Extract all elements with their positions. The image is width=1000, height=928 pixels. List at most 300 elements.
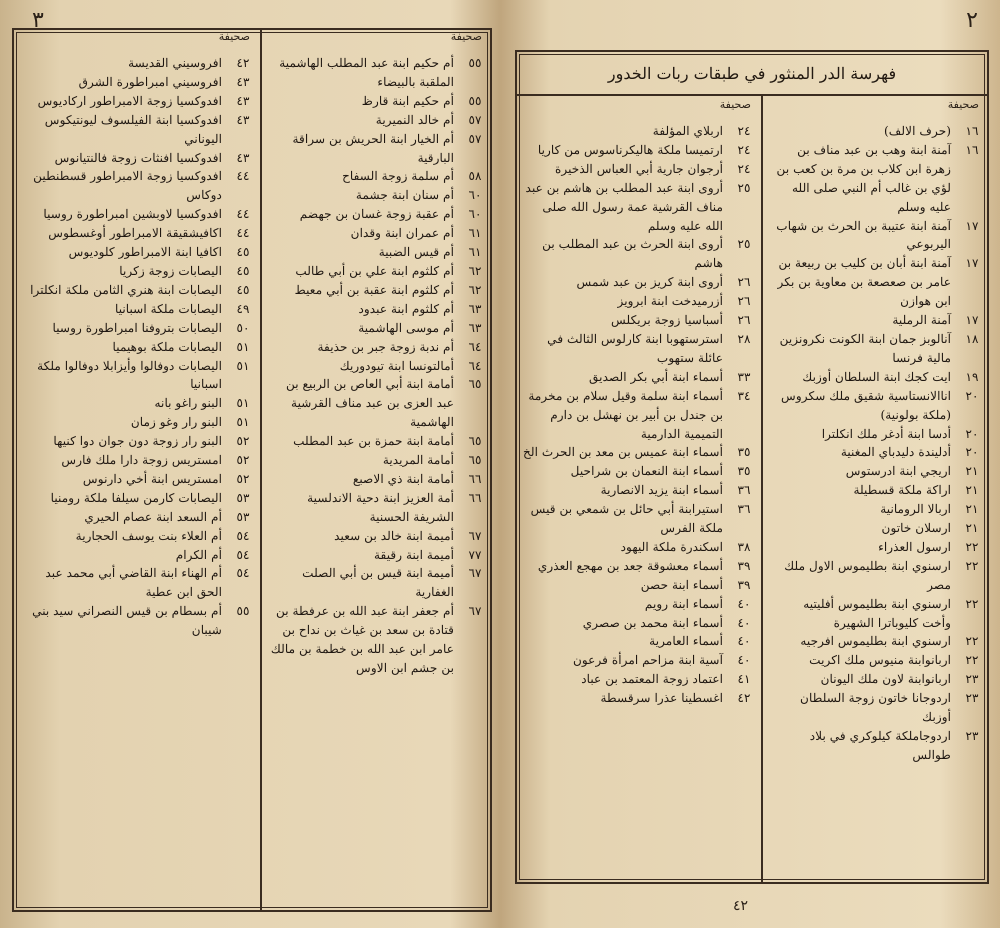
index-entry: [517, 311, 759, 330]
entry-name: اليصابات ملكة اسبانيا: [115, 301, 222, 316]
entry-name: أميمة ابنة رقيقة: [374, 547, 454, 562]
entry-page-number: ٥١: [236, 415, 250, 430]
entry-name: آنالوبز جمان ابنة الكونت نكرونزين مالية فرنسا: [779, 331, 951, 365]
entry-page-number: ٤٤: [236, 169, 250, 184]
index-entry: [517, 292, 759, 311]
entry-page-number: ٤٠: [737, 653, 751, 668]
index-entry: [14, 489, 258, 508]
entry-name: أسماء معشوقة جعد بن مهجع العذري: [537, 558, 723, 573]
page-number: ٢: [966, 8, 978, 33]
entry-name: أمامة ابنة أبي العاص بن الربيع بن عبد العزى بن عبد مناف القرشية الهاشمية: [285, 377, 454, 430]
index-entry: [767, 538, 987, 557]
entry-page-number: ٢٣: [965, 672, 979, 687]
entry-name: أم عقبة زوجة غسان بن جهضم: [299, 207, 454, 222]
entry-page-number: ٣٩: [737, 577, 751, 592]
column-heading: صحيفة: [719, 98, 751, 111]
entry-page-number: ٢١: [965, 483, 979, 498]
index-entry: [517, 462, 759, 481]
column-divider: [260, 30, 262, 910]
index-entry: [767, 217, 987, 255]
index-entry: [517, 179, 759, 236]
entry-page-number: ٤٤: [236, 226, 250, 241]
entry-name: اربانوابنة منيوس ملك اكريت: [809, 653, 951, 668]
entry-name: أم بسطام بن قيس النصراني سيد بني شيبان: [32, 604, 222, 638]
entry-name: افدوكسيا لاوبشين امبراطورة روسيا: [43, 207, 222, 222]
index-entry: [14, 451, 258, 470]
entry-name: آمنة ابنة وهب بن عبد مناف بن زهرة ابن كلاب بن مرة بن كعب بن لؤي بن غالب أم النبي صلى الله عليه وسلم: [776, 142, 951, 214]
index-entry: [517, 235, 759, 273]
entry-page-number: ١٦: [965, 124, 979, 138]
index-entry: [266, 470, 490, 489]
entry-page-number: ٦٧: [468, 604, 482, 619]
entry-page-number: ٢٠: [965, 426, 979, 441]
entry-page-number: ٣٣: [737, 369, 751, 384]
entry-page-number: ٦٧: [468, 566, 482, 581]
index-entry: [517, 670, 759, 689]
entry-name: اربلاي المؤلفة: [652, 124, 723, 138]
entry-page-number: ٤٥: [236, 263, 250, 278]
entry-name: اعتماد زوجة المعتمد بن عباد: [581, 672, 723, 687]
index-entry: [14, 205, 258, 224]
entry-page-number: ٢٠: [965, 445, 979, 460]
index-entry: [517, 651, 759, 670]
entry-name: امستريس زوجة دارا ملك فارس: [61, 453, 222, 468]
entry-name: البنو رار زوجة دون جوان دوا كنيها: [53, 434, 222, 449]
entry-page-number: ٢٤: [737, 161, 751, 176]
entry-page-number: ٢٢: [965, 653, 979, 668]
index-entry: [767, 462, 987, 481]
index-entry: [266, 357, 490, 376]
index-entry: [266, 130, 490, 168]
entry-page-number: ٦١: [468, 226, 482, 241]
index-entry: [517, 122, 759, 141]
entry-name: أسماء العامرية: [649, 634, 723, 649]
entry-name: ارسول العذراء: [878, 539, 951, 554]
entry-page-number: ٢٦: [737, 313, 751, 328]
entry-page-number: ١٦: [965, 142, 979, 157]
index-entry: [266, 546, 490, 565]
entry-name: اراكة ملكة قسطيلة: [853, 483, 951, 498]
entry-name: ارسنوي ابنة بطليموس افرجيه: [800, 634, 951, 649]
entry-page-number: ٤١: [737, 672, 751, 687]
entry-name: أم ندبة زوجة جبر بن حذيفة: [317, 339, 454, 354]
entry-page-number: ٤٣: [236, 112, 250, 127]
entry-name: افدوكسيا ابنة الفيلسوف ليونتيكوس اليوناني: [44, 112, 222, 146]
index-entry: [767, 670, 987, 689]
entry-name: أم كلثوم ابنة عبدود: [358, 301, 454, 316]
index-entry: [14, 281, 258, 300]
entry-name: أم العلاء بنت يوسف الحجارية: [75, 528, 222, 543]
entry-page-number: ٢٥: [737, 180, 751, 195]
entry-name: اليصابات كارمن سيلفا ملكة رومنيا: [50, 490, 222, 505]
entry-name: اسكندرة ملكة اليهود: [620, 539, 723, 554]
entry-name: افروسيني امبراطورة الشرق: [78, 74, 222, 89]
index-entry: [517, 614, 759, 633]
index-entry: [14, 508, 258, 527]
index-entry: [266, 205, 490, 224]
entry-page-number: ٢٤: [737, 142, 751, 157]
right-page: [503, 0, 1000, 928]
entry-name: ارسنوي ابنة بطليموس الاول ملك مصر: [784, 558, 951, 592]
index-entry: [517, 576, 759, 595]
index-entry: [14, 167, 258, 205]
entry-page-number: ١٧: [965, 256, 979, 271]
entry-page-number: ٢١: [965, 464, 979, 479]
entry-name: أم سنان ابنة جشمة: [355, 188, 454, 203]
page-frame: [515, 50, 989, 884]
entry-page-number: ٥٠: [236, 320, 250, 335]
index-column-right: [266, 30, 490, 910]
entry-name: آسية ابنة مزاحم امرأة فرعون: [572, 653, 723, 668]
index-entry: [266, 224, 490, 243]
entry-page-number: ٢٣: [965, 729, 979, 743]
entry-page-number: ٢٢: [965, 558, 979, 573]
entry-name: اربالا الرومانية: [880, 502, 951, 517]
index-entry: [767, 689, 987, 727]
entry-page-number: ٤٢: [737, 691, 751, 706]
entry-page-number: ١٩: [965, 369, 979, 384]
entry-page-number: ١٧: [965, 218, 979, 233]
index-entry: [266, 451, 490, 470]
index-entry: [14, 413, 258, 432]
entry-name: أسماء ابنة النعمان بن شراحيل: [570, 464, 723, 479]
entry-name: ارسلان خاتون: [881, 521, 951, 536]
entry-page-number: ٦٦: [468, 471, 482, 486]
entry-page-number: ٢٥: [737, 237, 751, 252]
entry-name: البنو رار وغو زمان: [130, 415, 222, 430]
entry-name: أم كلثوم ابنة عقبة بن أبي معيط: [294, 282, 454, 297]
entry-page-number: ٣٥: [737, 445, 751, 460]
entry-page-number: ٥٥: [236, 604, 250, 619]
entry-page-number: ٦٤: [468, 339, 482, 354]
entry-name: اردوجانا خاتون زوجة السلطان أوزبك: [800, 691, 951, 725]
index-entry: [517, 387, 759, 444]
entry-page-number: ٥٣: [236, 509, 250, 524]
index-entry: [767, 141, 987, 217]
entry-name: أم حكيم ابنة قارظ: [361, 93, 454, 108]
index-entry: [517, 689, 759, 708]
entry-page-number: ٤٠: [737, 615, 751, 630]
title-text: فهرسة الدر المنثور في طبقات ربات الخدور: [607, 63, 897, 83]
entry-name: افدوكسيا زوجة الامبراطور اركاديوس: [37, 93, 222, 108]
entry-name: اليصابات بتروفنا امبراطورة روسيا: [52, 320, 222, 335]
entry-page-number: ٤٩: [236, 301, 250, 316]
index-entry: [767, 632, 987, 651]
index-entry: [266, 564, 490, 602]
entry-name: أزرميدخت ابنة ابرويز: [617, 294, 723, 309]
entry-page-number: ٢٢: [965, 539, 979, 554]
entry-page-number: ٥١: [236, 396, 250, 411]
entry-name: أم كلثوم ابنة علي بن أبي طالب: [295, 263, 454, 278]
entry-page-number: ٦٣: [468, 320, 482, 335]
entry-page-number: ٦٥: [468, 377, 482, 392]
index-entry: [517, 538, 759, 557]
entry-page-number: ٥٤: [236, 547, 250, 562]
entry-name: أمامة المريدية: [382, 453, 454, 468]
entry-name: أمامة ابنة ذي الاصبع: [352, 471, 454, 486]
index-entry: [266, 319, 490, 338]
entry-page-number: ٤٢: [236, 56, 250, 70]
index-entry: [14, 149, 258, 168]
entry-name: اناالانستاسية شقيق ملك سكروس (ملكة بولونية): [780, 388, 951, 422]
entry-name: أم حكيم ابنة عبد المطلب الهاشمية الملقبة بالبيضاء: [279, 56, 454, 89]
index-entry: [517, 330, 759, 368]
entry-name: أمة العزيز ابنة دحية الاندلسية الشريفة الحسنية: [307, 490, 454, 524]
entry-name: آمنة الرملية: [892, 313, 951, 328]
entry-name: البنو راغو بانه: [154, 396, 222, 411]
index-entry: [14, 224, 258, 243]
index-entry: [767, 651, 987, 670]
entry-name: أسماء ابنة يزيد الانصارية: [600, 483, 723, 498]
index-entry: [517, 632, 759, 651]
index-entry: [14, 546, 258, 565]
index-entry: [14, 111, 258, 149]
entry-name: أدليندة دليدباي المغنية: [840, 445, 951, 460]
index-entry: [767, 311, 987, 330]
index-entry: [517, 481, 759, 500]
entry-page-number: ٤٥: [236, 282, 250, 297]
entry-name: أرجوان جارية أبي العباس الذخيرة: [555, 161, 723, 176]
entry-page-number: ٥٥: [468, 56, 482, 70]
entry-page-number: ٢٤: [737, 124, 751, 138]
entry-name: أسماء ابنة حصن: [640, 577, 723, 592]
entry-name: أروى ابنة عبد المطلب بن هاشم بن عبد مناف القرشية عمة رسول الله صلى الله عليه وسلم: [525, 180, 723, 233]
index-entry: [266, 281, 490, 300]
entry-name: أم قيس الضبية: [378, 245, 454, 260]
index-entry: [767, 330, 987, 368]
entry-name: أم الخيار ابنة الحريش بن سراقة البارقية: [292, 131, 454, 165]
entry-page-number: ٦٥: [468, 453, 482, 468]
entry-page-number: ٦٢: [468, 263, 482, 278]
index-entry: [14, 319, 258, 338]
index-entry: [14, 357, 258, 395]
entry-name: اليصابات زوجة زكريا: [119, 263, 222, 278]
entry-page-number: ٤٣: [236, 74, 250, 89]
entry-page-number: ١٨: [965, 331, 979, 346]
entry-page-number: ٥٣: [236, 490, 250, 505]
index-entry: [14, 564, 258, 602]
column-heading: صحيفة: [218, 30, 250, 43]
entry-page-number: ٤٤: [236, 207, 250, 222]
entry-page-number: ٢١: [965, 521, 979, 536]
index-entry: [767, 519, 987, 538]
index-entry: [14, 243, 258, 262]
entry-name: اريجي ابنة ادرستوس: [845, 464, 951, 479]
entry-page-number: ٣٥: [737, 464, 751, 479]
index-entry: [266, 54, 490, 92]
entry-name: أمامة ابنة حمزة بن عبد المطلب: [293, 434, 454, 449]
page-frame: [12, 28, 492, 912]
entry-name: اليصابات دوفالوا وأيزابلا دوفالوا ملكة اسبانيا: [37, 358, 222, 392]
footer-number: ٤٢: [733, 898, 749, 914]
index-entry: [14, 300, 258, 319]
entry-page-number: ٢٦: [737, 275, 751, 290]
index-entry: [767, 368, 987, 387]
entry-page-number: ٦٠: [468, 207, 482, 222]
index-entry: [14, 338, 258, 357]
index-entry: [517, 368, 759, 387]
index-column-right: [767, 52, 987, 882]
entry-name: آمنة ابنة أبان بن كليب بن ربيعة بن عامر بن صعصعة بن معاوية بن بكر ابن هوازن: [777, 256, 951, 309]
entry-name: ارتميسا ملكة هاليكرناسوس من كاريا: [537, 142, 723, 157]
entry-page-number: ٢١: [965, 502, 979, 517]
entry-name: أم الكرام: [175, 547, 222, 562]
entry-page-number: ٢٣: [965, 691, 979, 706]
entry-page-number: ٦٦: [468, 490, 482, 505]
index-entry: [517, 500, 759, 538]
column-heading: صحيفة: [947, 98, 979, 111]
index-entry: [14, 470, 258, 489]
entry-page-number: ٢٢: [965, 634, 979, 649]
entry-name: آمنة ابنة عتيبة بن الحرث بن شهاب اليربوعي: [776, 218, 951, 252]
column-divider: [761, 94, 763, 882]
entry-name: أسماء ابنة محمد بن صصري: [582, 615, 723, 630]
entry-name: أسماء ابنة عميس بن معد بن الحرث الخ: [522, 445, 723, 460]
entry-page-number: ٥١: [236, 358, 250, 373]
entry-page-number: ٦١: [468, 245, 482, 260]
entry-name: أسباسيا زوجة بريكلس: [611, 313, 723, 328]
entry-page-number: ٤٣: [236, 150, 250, 165]
entry-name: أسماء ابنة رويم: [644, 596, 723, 611]
entry-name: امستريس ابنة أخي دارنوس: [82, 471, 222, 486]
index-entry: [517, 557, 759, 576]
entry-name: أميمة ابنة خالد بن سعيد: [334, 528, 454, 543]
entry-name: أمالتونسا ابنة تيودوريك: [339, 358, 454, 373]
entry-name: أم الهناء ابنة القاضي أبي محمد عبد الحق ابن عطية: [45, 566, 222, 600]
index-entry: [14, 602, 258, 640]
entry-page-number: ٥٤: [236, 566, 250, 581]
index-entry: [14, 394, 258, 413]
index-entry: [767, 595, 987, 633]
entry-page-number: ٦٧: [468, 528, 482, 543]
entry-page-number: ٥٥: [468, 93, 482, 108]
index-entry: [14, 73, 258, 92]
index-entry: [266, 300, 490, 319]
index-column-left: [14, 30, 258, 910]
entry-page-number: ٥٨: [468, 169, 482, 184]
index-entry: [767, 481, 987, 500]
entry-name: أم عمران ابنة وقدان: [350, 226, 454, 241]
entry-page-number: ٥٢: [236, 453, 250, 468]
index-entry: [266, 186, 490, 205]
entry-page-number: ٤٥: [236, 245, 250, 260]
entry-name: اليصابات ملكة بوهيميا: [112, 339, 222, 354]
index-entry: [767, 254, 987, 311]
entry-name: أروى ابنة الحرث بن عبد المطلب بن هاشم: [542, 237, 723, 271]
entry-page-number: ٢٠: [965, 388, 979, 403]
entry-name: اليصابات ابنة هنري الثامن ملكة انكلترا: [30, 282, 222, 297]
index-entry: [266, 92, 490, 111]
index-entry: [767, 387, 987, 425]
column-heading: صحيفة: [450, 30, 482, 43]
index-entry: [266, 602, 490, 678]
entry-name: أم السعد ابنة عصام الحيري: [84, 509, 222, 524]
entry-page-number: ٦٠: [468, 188, 482, 203]
entry-page-number: ٦٣: [468, 301, 482, 316]
entry-name: أسماء ابنة أبي بكر الصديق: [589, 369, 723, 384]
index-entry: [767, 727, 987, 765]
index-entry: [767, 500, 987, 519]
index-entry: [266, 375, 490, 432]
entry-page-number: ٦٤: [468, 358, 482, 373]
index-column-left: [517, 52, 759, 882]
index-entry: [767, 425, 987, 444]
entry-name: أدسا ابنة أدغر ملك انكلترا: [821, 426, 951, 441]
index-entry: [767, 443, 987, 462]
index-entry: [14, 527, 258, 546]
entry-name: افدوكسيا زوجة الامبراطور قسطنطين دوكاس: [33, 169, 222, 203]
index-entry: [517, 141, 759, 160]
entry-name: أسماء ابنة سلمة وقيل سلام بن مخرمة بن جندل بن أبير بن نهشل بن دارم التميمية الدارمية: [528, 388, 723, 441]
entry-name: أميمة ابنة قيس بن أبي الصلت الغفارية: [302, 566, 454, 600]
entry-page-number: ٦٥: [468, 434, 482, 449]
index-entry: [266, 167, 490, 186]
entry-page-number: ٥٢: [236, 434, 250, 449]
index-entry: [767, 122, 987, 141]
index-entry: [266, 262, 490, 281]
index-entry: [266, 338, 490, 357]
entry-page-number: ٥٢: [236, 471, 250, 486]
entry-page-number: ١٧: [965, 313, 979, 328]
entry-name: أم جعفر ابنة عبد الله بن عرفطة بن قتادة بن سعد بن غياث بن نداح بن عامر ابن عبد الله بن خطمة بن مالك بن جشم ابن الاوس: [270, 604, 454, 675]
entry-name: اردوجاملكة كيلوكري في بلاد طوالس: [809, 729, 951, 762]
entry-name: (حرف الالف): [884, 124, 951, 138]
page-number: ٣: [32, 8, 44, 33]
entry-name: اكافيشقيقة الامبراطور أوغسطوس: [48, 226, 222, 241]
entry-page-number: ٥٧: [468, 131, 482, 146]
entry-page-number: ٢٨: [737, 331, 751, 346]
entry-name: ارسنوي ابنة بطليموس أفليتيه وأخت كليوباترا الشهيرة: [803, 596, 951, 630]
entry-name: أم سلمة زوجة السفاح: [342, 169, 454, 184]
entry-page-number: ٥٤: [236, 528, 250, 543]
entry-page-number: ٥٧: [468, 112, 482, 127]
index-entry: [14, 432, 258, 451]
index-entry: [14, 54, 258, 73]
entry-page-number: ٤٣: [236, 93, 250, 108]
entry-name: أروى ابنة كريز بن عبد شمس: [576, 275, 723, 290]
entry-name: أم خالد النميرية: [375, 112, 454, 127]
entry-name: اربانوابنة لاون ملك اليونان: [820, 672, 951, 687]
index-entry: [266, 432, 490, 451]
index-entry: [517, 273, 759, 292]
entry-page-number: ٣٦: [737, 502, 751, 517]
entry-page-number: ٢٦: [737, 294, 751, 309]
entry-page-number: ٥١: [236, 339, 250, 354]
entry-page-number: ٧٧: [468, 547, 482, 562]
index-entry: [266, 527, 490, 546]
index-entry: [517, 595, 759, 614]
entry-name: افدوكسيا افنثات زوجة فالنتيانوس: [54, 150, 222, 165]
index-entry: [14, 92, 258, 111]
entry-name: استرستهوبا ابنة كارلوس الثالث في عائلة ستهوب: [547, 331, 723, 365]
entry-page-number: ٣٤: [737, 388, 751, 403]
entry-name: استيرابنة أبي حائل بن شمعي بن قيس ملكة الفرس: [530, 502, 723, 536]
index-entry: [767, 557, 987, 595]
entry-name: اكافيا ابنة الامبراطور كلوديوس: [68, 245, 222, 260]
entry-name: أم موسى الهاشمية: [358, 320, 454, 335]
entry-name: ايت كجك ابنة السلطان أوزبك: [802, 369, 951, 384]
index-entry: [14, 262, 258, 281]
entry-page-number: ٣٨: [737, 539, 751, 554]
entry-page-number: ٤٠: [737, 634, 751, 649]
entry-name: اغسطينا عذرا سرقسطة: [600, 691, 723, 706]
entry-page-number: ٣٩: [737, 558, 751, 573]
entry-page-number: ٤٠: [737, 596, 751, 611]
entry-name: افروسيني القديسة: [128, 56, 222, 70]
index-entry: [517, 443, 759, 462]
index-entry: [266, 489, 490, 527]
index-entry: [266, 111, 490, 130]
